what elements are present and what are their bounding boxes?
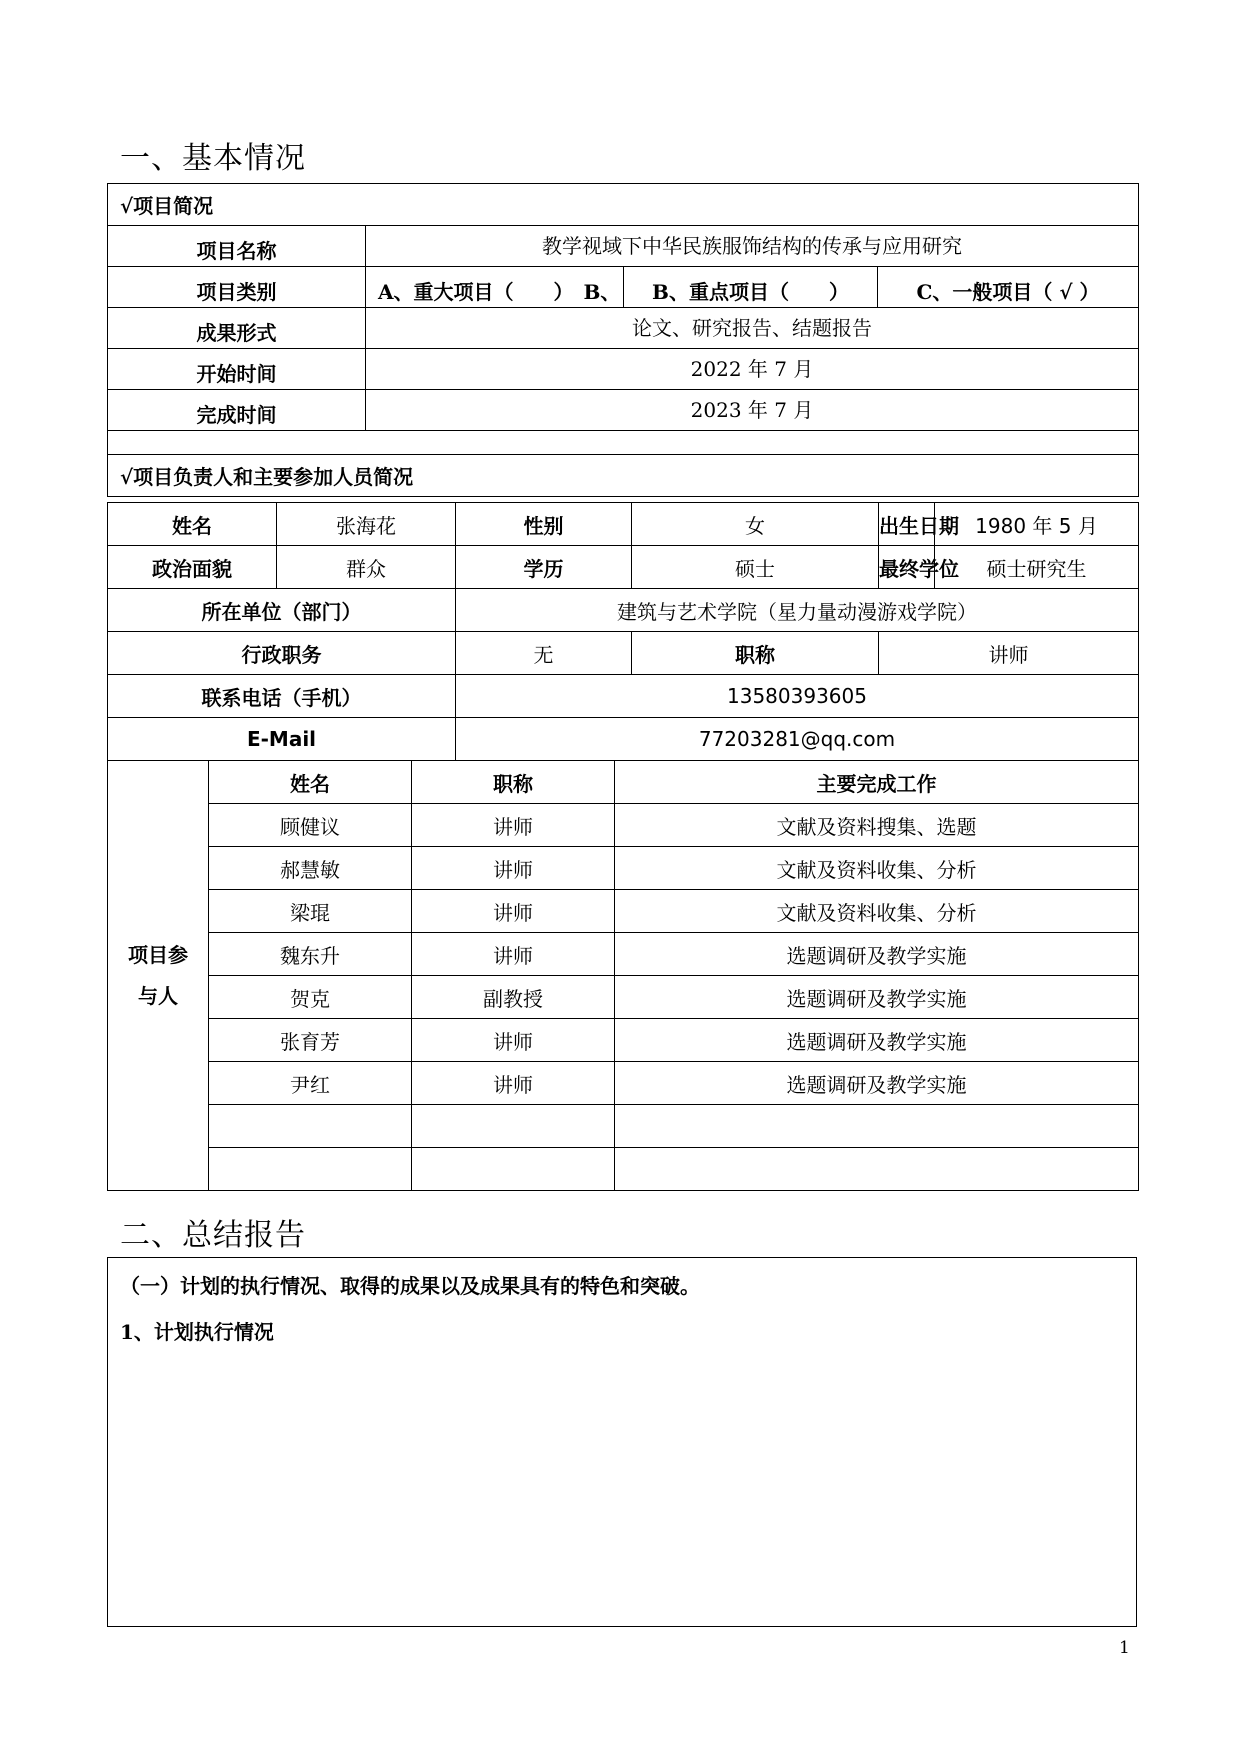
participant-work: 选题调研及教学实施 [615,976,1139,1019]
participant-title: 讲师 [412,804,615,847]
participant-work: 文献及资料收集、分析 [615,847,1139,890]
category-option-b: B、重点项目（ ） [624,267,878,308]
title-value: 讲师 [879,632,1139,675]
project-name-value: 教学视域下中华民族服饰结构的传承与应用研究 [366,226,1139,267]
participant-name: 郝慧敏 [209,847,412,890]
participant-name: 张育芳 [209,1019,412,1062]
participants-table [107,760,1139,1191]
participant-title: 讲师 [412,1062,615,1105]
start-time-value: 2022 年 7 月 [366,349,1139,390]
result-form-label: 成果形式 [108,308,366,349]
section2-title: 二、总结报告 [120,1218,306,1253]
table-row [108,976,1139,1019]
education-label: 学历 [456,546,632,589]
birth-value: 1980 年 5 月 [935,503,1139,546]
participant-work: 选题调研及教学实施 [615,933,1139,976]
end-time-label: 完成时间 [108,390,366,431]
participants-group-label [108,761,209,1191]
section1-title: 一、基本情况 [120,141,306,176]
degree-label: 最终学位 [879,546,935,589]
participant-name: 贺克 [209,976,412,1019]
participant-name: 梁琨 [209,890,412,933]
table-row [108,1105,1139,1148]
plan-execution-heading: 1、计划执行情况 [120,1320,274,1344]
phone-value: 13580393605 [456,675,1139,718]
project-overview-header: √项目简况 [108,184,1139,226]
participant-work [615,1105,1139,1148]
participants-header-name: 姓名 [209,761,412,804]
participants-header-title: 职称 [412,761,615,804]
leader-info-table [107,502,1139,761]
result-form-value: 论文、研究报告、结题报告 [366,308,1139,349]
email-label: E-Mail [108,718,456,761]
education-value: 硕士 [632,546,879,589]
participant-work: 文献及资料搜集、选题 [615,804,1139,847]
table-row [108,1019,1139,1062]
summary-report-box [107,1257,1137,1627]
start-time-label: 开始时间 [108,349,366,390]
participants-header-work: 主要完成工作 [615,761,1139,804]
participant-name [209,1105,412,1148]
project-overview-table [107,183,1139,497]
participant-name: 魏东升 [209,933,412,976]
table-row [108,804,1139,847]
participant-work: 选题调研及教学实施 [615,1062,1139,1105]
participant-name: 顾健议 [209,804,412,847]
project-category-label: 项目类别 [108,267,366,308]
participant-title [412,1105,615,1148]
unit-value: 建筑与艺术学院（星力量动漫游戏学院） [456,589,1139,632]
unit-label: 所在单位（部门） [108,589,456,632]
participant-title: 讲师 [412,1019,615,1062]
admin-post-label: 行政职务 [108,632,456,675]
leader-name-value: 张海花 [277,503,456,546]
gender-label: 性别 [456,503,632,546]
table-row [108,1062,1139,1105]
participants-group-label-line2: 与人 [138,983,178,1008]
table-row [108,933,1139,976]
project-name-label: 项目名称 [108,226,366,267]
participant-work: 选题调研及教学实施 [615,1019,1139,1062]
participant-title: 副教授 [412,976,615,1019]
people-header: √项目负责人和主要参加人员简况 [108,455,1139,497]
participant-name [209,1148,412,1191]
participant-work [615,1148,1139,1191]
participant-work: 文献及资料收集、分析 [615,890,1139,933]
category-option-a: A、重大项目（ ） B、 [366,267,624,308]
table-row [108,890,1139,933]
participant-title [412,1148,615,1191]
page-number: 1 [1119,1638,1130,1658]
phone-label: 联系电话（手机） [108,675,456,718]
participant-title: 讲师 [412,847,615,890]
end-time-value: 2023 年 7 月 [366,390,1139,431]
admin-post-value: 无 [456,632,632,675]
table-row [108,847,1139,890]
email-value: 77203281@qq.com [456,718,1139,761]
politics-label: 政治面貌 [108,546,277,589]
gender-value: 女 [632,503,879,546]
participant-title: 讲师 [412,933,615,976]
degree-value: 硕士研究生 [935,546,1139,589]
table-row [108,1148,1139,1191]
leader-name-label: 姓名 [108,503,277,546]
spacer-row [108,431,1139,455]
participants-group-label-line1: 项目参 [128,942,188,967]
category-option-c: C、一般项目（ √ ） [878,267,1139,308]
birth-label: 出生日期 [879,503,935,546]
summary-subheading: （一）计划的执行情况、取得的成果以及成果具有的特色和突破。 [120,1274,700,1298]
title-label: 职称 [632,632,879,675]
participant-name: 尹红 [209,1062,412,1105]
politics-value: 群众 [277,546,456,589]
participant-title: 讲师 [412,890,615,933]
